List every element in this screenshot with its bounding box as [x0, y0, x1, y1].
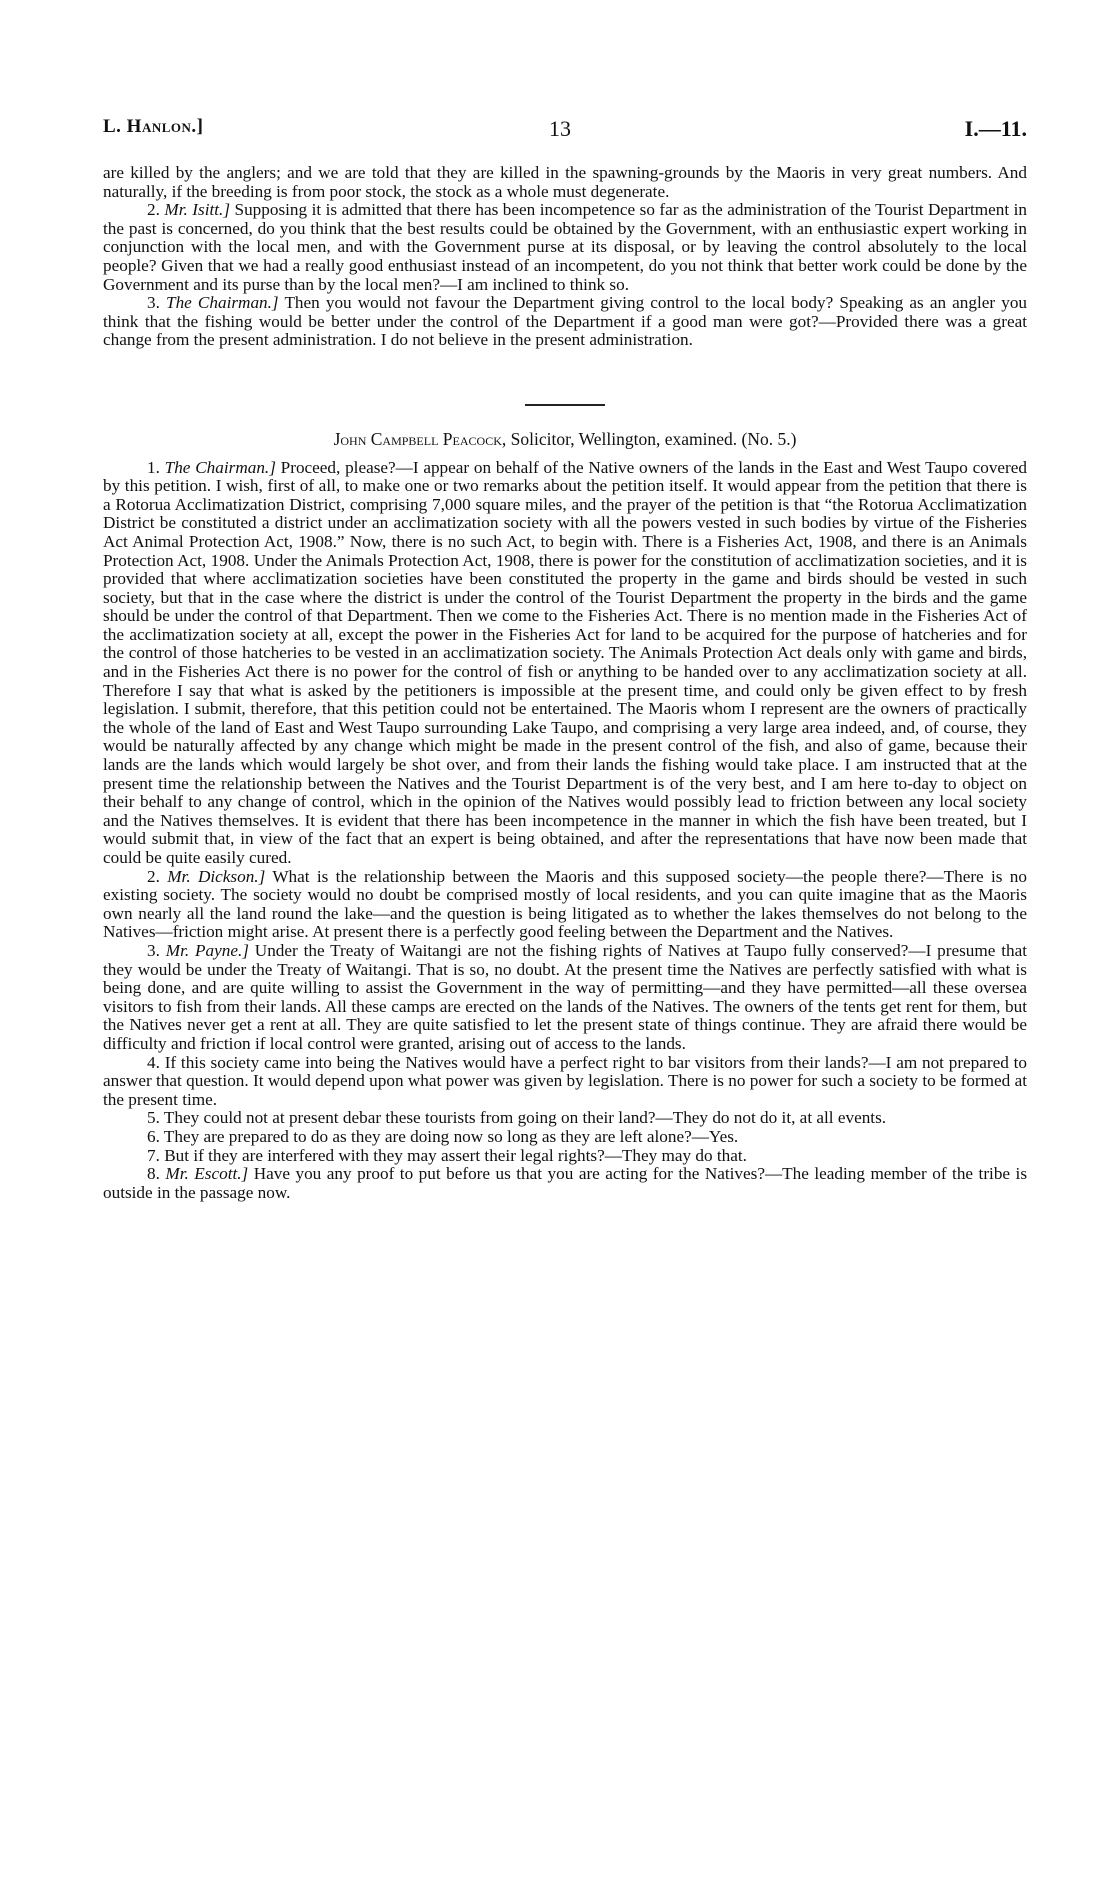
question-number: 6.	[147, 1126, 160, 1146]
witness-name: John Campbell Peacock	[333, 428, 502, 449]
question-number: 8.	[147, 1164, 160, 1184]
question-number: 2.	[147, 866, 160, 886]
question-number: 7.	[147, 1145, 160, 1165]
question-paragraph	[103, 1165, 1027, 1202]
running-header	[103, 116, 1027, 142]
question-number: 1.	[147, 457, 160, 477]
question-paragraph	[103, 459, 1027, 868]
speaker-name: Mr. Isitt.]	[164, 200, 231, 220]
paragraph-text: Have you any proof to put before us that you are acting for the Natives?—The leading member of the tribe is outside in the passage now.	[103, 1164, 1028, 1202]
question-paragraph	[103, 1054, 1027, 1110]
speaker-name: Mr. Payne.]	[165, 940, 249, 960]
document-body	[103, 164, 1027, 1202]
document-reference: I.—11.	[964, 116, 1027, 141]
question-paragraph	[103, 164, 1027, 201]
paragraph-text: But if they are interfered with they may assert their legal rights?—They may do that.	[164, 1145, 747, 1165]
paragraph-text: are killed by the anglers; and we are told that they are killed in the spawning-grounds by the Maoris in very great numbers. And naturally, if the breeding is from poor stock, the stock as a whole must degenerate.	[103, 163, 1027, 201]
paragraph-text: Proceed, please?—I appear on behalf of the Native owners of the lands in the East and West Taupo covered by this petition. I wish, first of all, to make one or two remarks about the petition itself. It would appear from the petition that there is a Rotorua Acclimatization District, comprising 7,000 square miles, and the prayer of the petition is that “the Rotorua Acclimatization District be constituted a district under an acclimatization society with all the powers vested in such bodies by virtue of the Fisheries Act Animal Protection Act, 1908.” Now, there is no such Act, to begin with. There is a Fisheries Act, 1908, and there is an Animals Protection Act, 1908. Under the Animals Protection Act, 1908, there is power for the constitution of acclimatization societies, and it is provided that where acclimatization societies have been constituted the property in the game and birds should be vested in such society, but that in the case where the district is under the control of the Tourist Department the property in the birds and the game should be under the control of that Department. Then we come to the Fisheries Act. There is no mention made in the Fisheries Act of the acclimatization society at all, except the power in the Fisheries Act for land to be acquired for the purpose of hatcheries and for the control of those hatcheries to be vested in an acclimatization society. The Animals Protection Act deals only with game and birds, and in the Fisheries Act there is no power for the control of fish or anything to be handed over to any acclimatization society at all. Therefore I say that what is asked by the petitioners is impossible at the present time, and could only be given effect to by fresh legislation. I submit, therefore, that this petition could not be entertained. The Maoris whom I represent are the owners of practically the whole of the land of East and West Taupo surrounding Lake Taupo, and comprising a very large area indeed, and, of course, they would be naturally affected by any change which might be made in the present control of the fish, and also of game, because their lands are the lands which would largely be shot over, and from their lands the fishing would take place. I am instructed that at the present time the relationship between the Natives and the Tourist Department is of the very best, and I am here to-day to object on their behalf to any change of control, which in the opinion of the Natives would possibly lead to friction between any local society and the Natives themselves. It is evident that there has been incompetence in the manner in which the fish have been treated, but I would submit that, in view of the fact that an expert is being obtained, and after the representations that have now been made that could be quite easily cured.	[103, 457, 1028, 867]
header-witness-name: L. Hanlon.]	[103, 116, 204, 137]
witness-heading	[103, 430, 1027, 449]
question-paragraph	[103, 201, 1027, 294]
speaker-name: The Chairman.]	[166, 293, 279, 313]
question-paragraph	[103, 942, 1027, 1054]
paragraph-text: Then you would not favour the Department giving control to the local body? Speaking as an angler you think that the fishing would be better under the control of the Department if a good man were got?—Provided there was a great change from the present administration. I do not believe in the present administration.	[103, 293, 1028, 350]
evidence-section-peacock	[103, 459, 1027, 1203]
paragraph-text: What is the relationship between the Maoris and this supposed society—the people there?—There is no existing society. The society would no doubt be comprised mostly of local residents, and you can quite imagine that as the Maoris own nearly all the land round the lake—and the question is being litigated as to whether the lakes themselves do not belong to the Natives—friction might arise. At present there is a perfectly good feeling between the Department and the Natives.	[103, 866, 1027, 942]
question-paragraph	[103, 294, 1027, 350]
question-paragraph	[103, 868, 1027, 942]
speaker-name: The Chairman.]	[164, 457, 276, 477]
paragraph-text: Under the Treaty of Waitangi are not the fishing rights of Natives at Taupo fully conserved?—I presume that they would be under the Treaty of Waitangi. That is so, no doubt. At the present time the Natives are perfectly satisfied with what is being done, and are quite willing to assist the Government in the way of permitting—and they have permitted—all these oversea visitors to fish from their lands. All these camps are erected on the lands of the Natives. The owners of the tents get rent for them, but the Natives never get a rent at all. They are quite satisfied to let the present state of things continue. They are afraid there would be difficulty and friction if local control were granted, arising out of access to the lands.	[103, 940, 1028, 1053]
question-number: 5.	[147, 1108, 160, 1128]
paragraph-text: If this society came into being the Natives would have a perfect right to bar visitors from their lands?—I am not prepared to answer that question. It would depend upon what power was given by legislation. There is no power for such a society to be formed at the present time.	[103, 1052, 1028, 1109]
paragraph-text: They are prepared to do as they are doing now so long as they are left alone?—Yes.	[163, 1126, 739, 1146]
evidence-section-hanlon	[103, 164, 1027, 350]
question-paragraph	[103, 1147, 1027, 1166]
paragraph-text: Supposing it is admitted that there has been incompetence so far as the administration of the Tourist Department in the past is concerned, do you think that the best results could be obtained by the Government, with an enthusiastic expert working in conjunction with the local men, and with the Government purse at its disposal, or by leaving the control absolutely to the local people? Given that we had a really good enthusiast instead of an incompetent, do you not think that better work could be done by the Government and its purse than by the local men?—I am inclined to think so.	[103, 200, 1028, 294]
paragraph-text: They could not at present debar these tourists from going on their land?—They do not do it, at all events.	[163, 1108, 887, 1128]
question-number: 3.	[147, 293, 160, 313]
section-divider	[525, 404, 605, 406]
witness-details: , Solicitor, Wellington, examined. (No. 5.)	[501, 428, 797, 449]
page-number: 13	[549, 116, 571, 141]
speaker-name: Mr. Escott.]	[165, 1164, 249, 1184]
question-number: 4.	[147, 1052, 160, 1072]
question-number: 3.	[147, 940, 160, 960]
question-paragraph	[103, 1109, 1027, 1128]
question-paragraph	[103, 1128, 1027, 1147]
speaker-name: Mr. Dickson.]	[167, 866, 266, 886]
question-number: 2.	[147, 200, 160, 220]
